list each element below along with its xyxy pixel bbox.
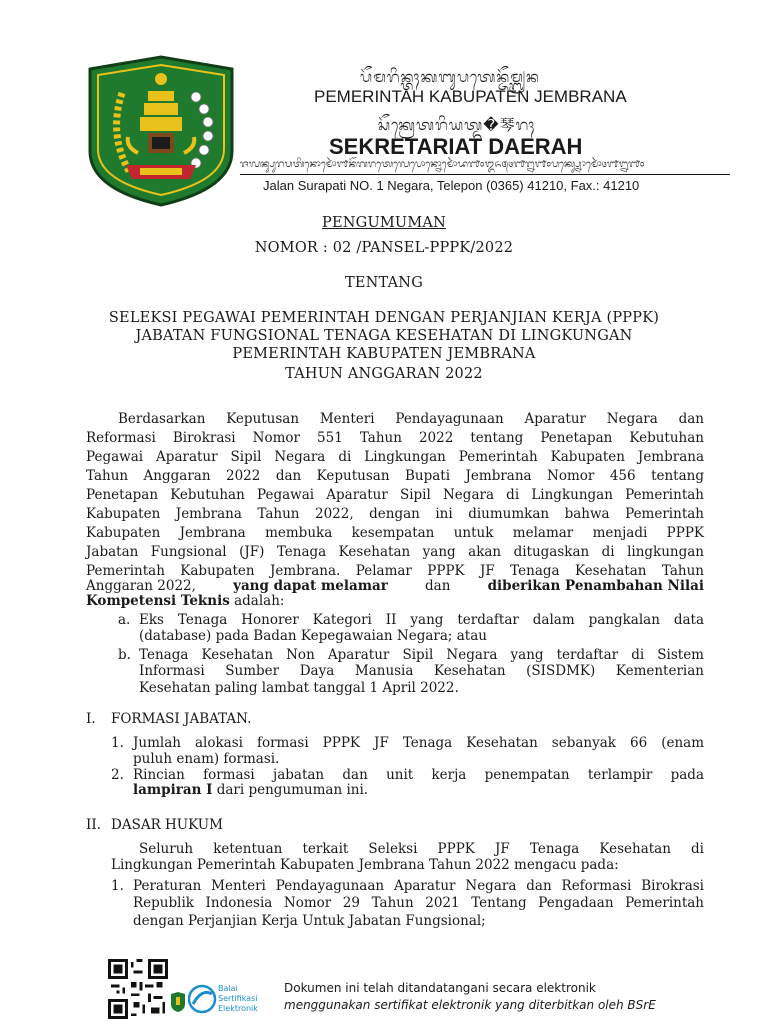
- list-marker: a.: [118, 612, 131, 628]
- intro-text: dan: [425, 578, 451, 594]
- intro-paragraph-line: Reformasi Birokrasi Nomor 551 Tahun 2022 tentang Penetapan Kebutuhan: [86, 430, 704, 446]
- paragraph-line: Lingkungan Pemerintah Kabupaten Jembrana Tahun 2022 mengacu pada:: [111, 857, 619, 873]
- paragraph-line: Seluruh ketentuan terkait Seleksi PPPK JF Tenaga Kesehatan di: [139, 841, 704, 857]
- intro-paragraph-line: Tahun Anggaran 2022 dan Keputusan Bupati Jembrana Nomor 456 tentang: [86, 468, 704, 484]
- section-title-dasar-hukum: DASAR HUKUM: [111, 817, 223, 833]
- list-item-text: puluh enam) formasi.: [133, 751, 280, 767]
- list-item-text: Eks Tenaga Honorer Kategori II yang terdaftar dalam pangkalan data: [139, 612, 704, 628]
- section-marker: II.: [86, 817, 101, 833]
- section-title-formasi: FORMASI JABATAN.: [111, 711, 252, 727]
- bsre-text-line: Sertifikasi: [218, 994, 258, 1003]
- list-marker: b.: [118, 647, 131, 663]
- intro-paragraph-line: Pemerintah Kabupaten Jembrana. Pelamar PPPK JF Tenaga Kesehatan Tahun: [86, 563, 704, 579]
- intro-paragraph-line: Penetapan Kebutuhan Pegawai Aparatur Sipil Negara di Lingkungan Pemerintah: [86, 487, 704, 503]
- list-marker: 2.: [111, 767, 124, 783]
- list-item-text: Republik Indonesia Nomor 29 Tahun 2021 Tentang Pengadaan Pemerintah: [133, 895, 704, 911]
- intro-paragraph-line: Berdasarkan Keputusan Menteri Pendayagunaan Aparatur Negara dan: [118, 411, 704, 427]
- announcement-about: TENTANG: [345, 275, 423, 291]
- announcement-subject-line: JABATAN FUNGSIONAL TENAGA KESEHATAN DI LINGKUNGAN: [135, 328, 633, 344]
- list-item-text: Peraturan Menteri Pendayagunaan Aparatur Negara dan Reformasi Birokrasi: [133, 878, 704, 894]
- list-item-text: dengan Perjanjian Kerja Untuk Jabatan Fungsional;: [133, 913, 486, 929]
- announcement-subject-line: SELEKSI PEGAWAI PEMERINTAH DENGAN PERJANJIAN KERJA (PPPK): [108, 310, 660, 326]
- announcement-number: NOMOR : 02 /PANSEL-PPPK/2022: [254, 240, 514, 256]
- attachment-reference: lampiran I: [133, 782, 213, 798]
- small-regency-emblem: [170, 992, 186, 1012]
- intro-text: Anggaran 2022,: [86, 578, 196, 594]
- section-marker: I.: [86, 711, 96, 727]
- intro-paragraph-line: Kabupaten Jembrana Tahun 2022, dengan ini diumumkan bahwa Pemerintah: [86, 506, 704, 522]
- list-item-text-rest: dari pengumuman ini.: [216, 782, 369, 798]
- jembrana-regency-emblem: [86, 55, 236, 207]
- intro-paragraph-line: Jabatan Fungsional (JF) Tenaga Kesehatan yang akan ditugaskan di lingkungan: [86, 544, 704, 560]
- qr-code: [108, 959, 168, 1019]
- list-item-text: (database) pada Badan Kepegawaian Negara; atau: [139, 628, 487, 644]
- announcement-subject-line: TAHUN ANGGARAN 2022: [285, 366, 483, 382]
- intro-paragraph-line-emphasis: [86, 593, 284, 609]
- list-item-text: Jumlah alokasi formasi PPPK JF Tenaga Kesehatan sebanyak 66 (enam: [133, 735, 704, 751]
- intro-text: adalah:: [234, 593, 285, 609]
- list-marker: 1.: [111, 735, 124, 751]
- intro-paragraph-line: Pegawai Aparatur Sipil Negara di Lingkungan Pemerintah Kabupaten Jembrana: [86, 449, 704, 465]
- letterhead-divider: [240, 174, 730, 175]
- list-item-text: Rincian formasi jabatan dan unit kerja penempatan terlampir pada: [133, 767, 704, 783]
- intro-emphasis-score-addition: diberikan Penambahan Nilai: [487, 578, 704, 594]
- intro-paragraph-line-emphasis: [86, 578, 704, 594]
- intro-emphasis-can-apply: yang dapat melamar: [233, 578, 388, 594]
- list-item-text: Kesehatan paling lambat tanggal 1 April 2022.: [139, 680, 459, 696]
- list-item-text: Informasi Sumber Daya Manusia Kesehatan (SISDMK) Kementerian: [139, 663, 704, 679]
- letterhead-balinese-script-line-1: ᬧᭂᬫᬭᬶᬦ᭄ᬢᬄᬓᬩᬸᬧᬢᬾᬦ᭄ᬚᭂᬫ᭄ᬩ᭄ᬭᬦ: [360, 68, 540, 86]
- bsre-text-line: Balai: [218, 984, 238, 993]
- letterhead-balinese-script-line-2: ᬲᭂᬓ᭄ᬭᬾᬢᬭᬶᬬᬢ᭄ᬤ�琴ᬭᬄ: [378, 116, 536, 134]
- intro-emphasis-competency: Kompetensi Teknis: [86, 593, 230, 609]
- signature-note-line-1: Dokumen ini telah ditandatangani secara elektronik: [284, 981, 596, 995]
- letterhead-office-name: SEKRETARIAT DAERAH: [329, 134, 583, 159]
- letterhead-address: Jalan Surapati NO. 1 Negara, Telepon (0365) 41210, Fax.: 41210: [263, 178, 640, 193]
- announcement-subject-line: PEMERINTAH KABUPATEN JEMBRANA: [232, 346, 536, 362]
- bsre-text-line: Elektronik: [218, 1004, 258, 1013]
- bsre-logo: [188, 980, 278, 1018]
- signature-note-line-2: menggunakan sertifikat elektronik yang diterbitkan oleh BSrE: [284, 998, 656, 1012]
- list-marker: 1.: [111, 878, 124, 894]
- intro-paragraph-line: Kabupaten Jembrana membuka kesempatan untuk melamar menjadi PPPK: [86, 525, 704, 541]
- letterhead-balinese-script-line-3: ᬚᬮᬦ᭄ᬲᬸᬭᬧᬢᬶᬦᭀᬫᭀᬃ᭑ᬦᭂᬕᬭᬢᬾᬮᬾᬧᭀᬦ᭄ᬦᭀᬫᭀᬃᬤ᭑᭐᭓᭖᭕᭔᭑᭒᭑᭐ᬧᬓ᭄ᬲ᭄ᬦᭀᬫᭀᬃ᭔᭑᭒᭑᭐: [240, 159, 645, 170]
- letterhead-government-name: PEMERINTAH KABUPATEN JEMBRANA: [314, 87, 627, 106]
- list-item-text: [133, 782, 368, 798]
- bsre-swirl-icon: [188, 980, 278, 1018]
- announcement-title: PENGUMUMAN: [322, 215, 446, 231]
- list-item-text: Tenaga Kesehatan Non Aparatur Sipil Negara yang terdaftar di Sistem: [139, 647, 704, 663]
